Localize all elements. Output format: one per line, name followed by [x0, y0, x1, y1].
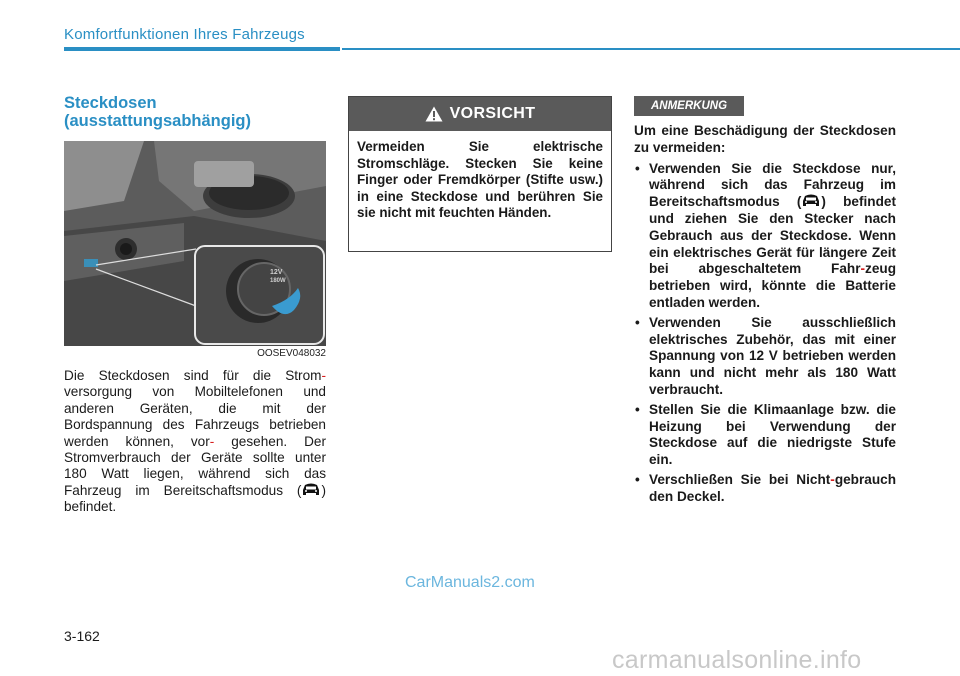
socket-label-12v: 12V: [270, 269, 283, 276]
note-item: [634, 161, 896, 312]
note-intro: Um eine Beschädigung der Steckdosen zu vermeiden:: [634, 123, 896, 155]
body-line4: ) befindet.: [64, 482, 326, 515]
console-illustration: [64, 141, 326, 346]
note-item: [634, 315, 896, 399]
note-content: [634, 123, 896, 509]
watermark-link[interactable]: CarManuals2.com: [405, 574, 535, 591]
note-item-text: Stellen Sie die Klimaanlage bzw. die Heizung bei Verwendung der Steckdose auf die niedrigste Stufe ein.: [649, 401, 896, 468]
body-line2: versorgung von Mobiltelefonen und anderen Geräten, die mit der Bordspannung des Fahrzeugs betrieben werden können, vor: [64, 384, 326, 449]
note-item-text: zeug betrieben wird, könnte die Batterie entladen werden.: [649, 261, 896, 310]
note-item-text: Verschließen Sie bei Nicht: [649, 471, 831, 487]
hyphen-mark: -: [321, 368, 326, 383]
hyphen-mark: -: [860, 261, 866, 277]
section-title: [64, 94, 334, 130]
note-item: [634, 472, 896, 506]
note-item-text: Verwenden Sie ausschließlich elektrisches Zubehör, das mit einer Spannung von 12 V betrieben werden kann und nicht mehr als 180 Watt verbraucht.: [649, 314, 896, 397]
hyphen-mark: -: [209, 433, 215, 449]
body-paragraph: [64, 368, 326, 516]
note-badge: ANMERKUNG: [634, 96, 744, 116]
note-item-text: ) befindet und ziehen Sie den Stecker nach Gebrauch aus der Steckdose. Wenn ein elektrisches Gerät für längere Zeit bei abgeschaltetem Fahr: [649, 194, 896, 277]
figure-code: OOSEV048032: [257, 348, 326, 359]
body-line3: gesehen. Der Stromverbrauch der Geräte sollte unter 180 Watt liegen, während sich das Fahrzeug im Bereitschaftsmodus (: [64, 433, 326, 498]
page-number: 3-162: [64, 628, 100, 644]
header-rule-thick: [64, 47, 340, 51]
note-item: [634, 402, 896, 469]
warning-triangle-icon: [425, 106, 443, 122]
hyphen-mark: -: [830, 471, 835, 487]
section-title-line2: (ausstattungsabhängig): [64, 112, 252, 130]
header-rule-thin: [342, 48, 960, 50]
body-line1: Die Steckdosen sind für die Strom: [64, 368, 322, 383]
power-outlet-photo: [64, 141, 326, 346]
section-title-line1: Steckdosen: [64, 94, 157, 112]
note-list: [634, 161, 896, 506]
ready-car-icon: [801, 194, 821, 209]
ready-car-icon: [301, 483, 321, 498]
footer-site-watermark: carmanualsonline.info: [612, 646, 862, 674]
socket-label-180w: 180W: [270, 278, 286, 284]
header-title: Komfortfunktionen Ihres Fahrzeugs: [64, 26, 305, 43]
caution-text: Vermeiden Sie elektrische Stromschläge. Stecken Sie keine Finger oder Fremdkörper (Stifte usw.) in eine Steckdose und berühren Sie sie nicht mit feuchten Händen.: [357, 139, 603, 221]
caution-label: VORSICHT: [449, 105, 536, 122]
note-item-text: gebrauch den Deckel.: [649, 471, 896, 504]
caution-header: [349, 97, 611, 131]
caution-box: [348, 96, 612, 252]
note-item-text: Verwenden Sie die Steckdose nur, während sich das Fahrzeug im Bereitschaftsmodus (: [649, 160, 896, 210]
